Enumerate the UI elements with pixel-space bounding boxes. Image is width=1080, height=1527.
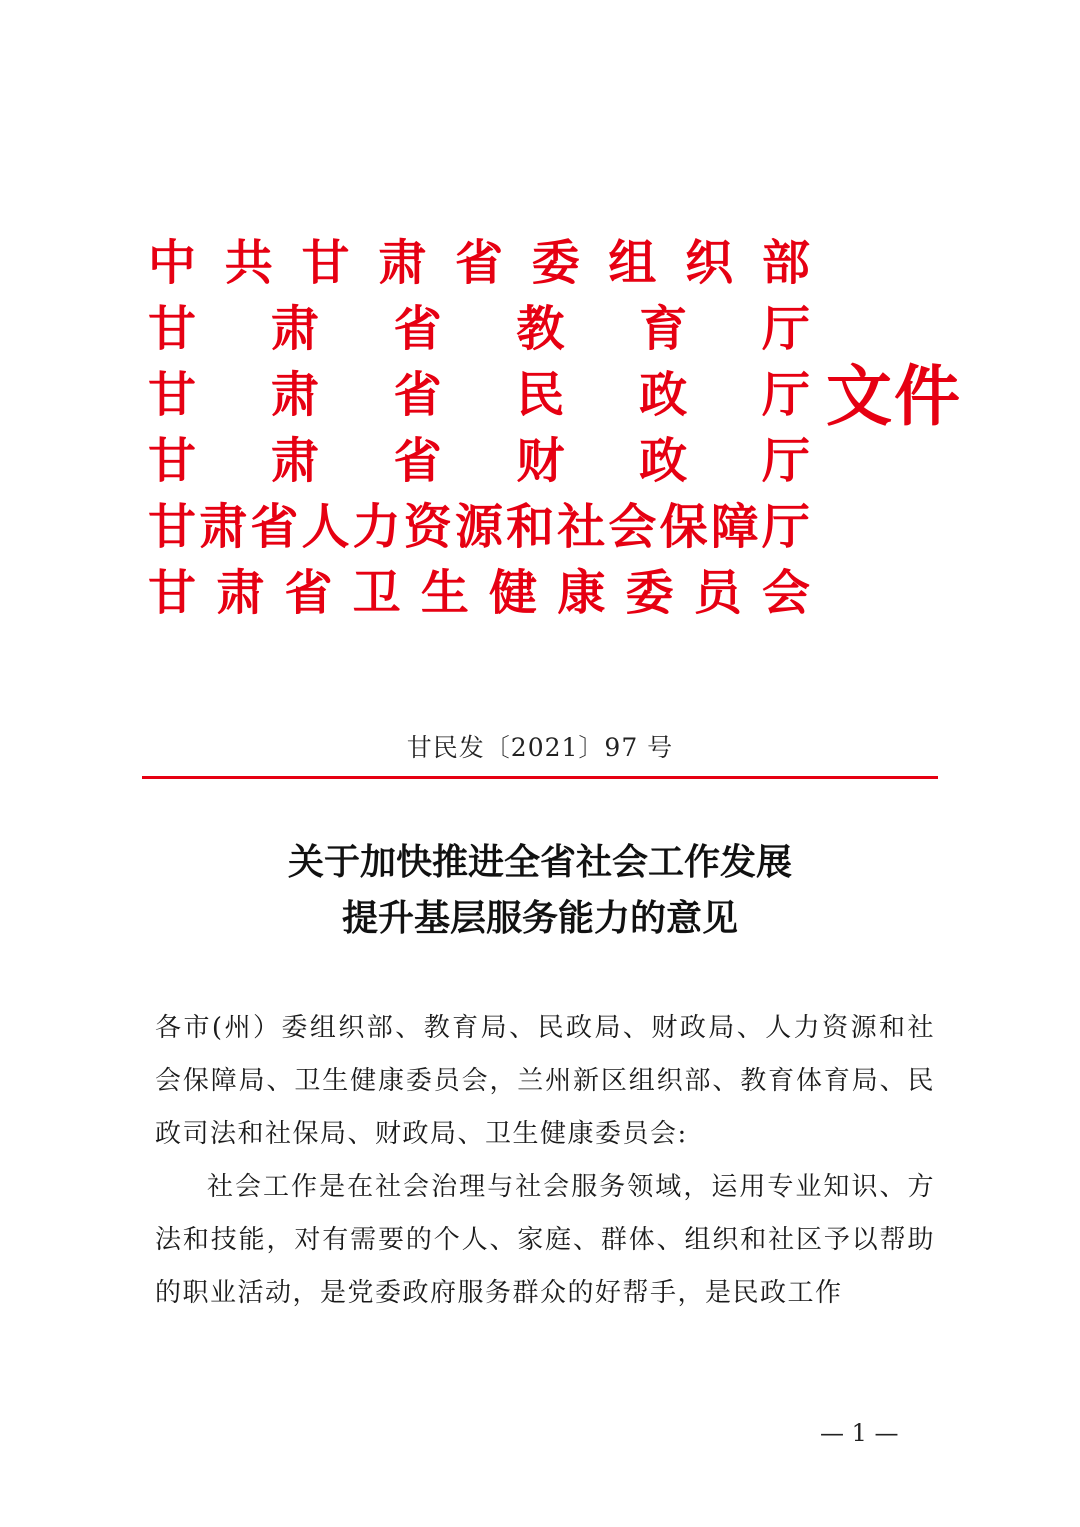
issuer-char: 生 — [420, 565, 469, 621]
issuer-char: 人 — [301, 499, 350, 555]
issuer-line-education-dept — [148, 296, 810, 362]
issuer-char: 甘 — [148, 565, 197, 621]
issuer-char: 源 — [454, 499, 503, 555]
body-paragraph: 社会工作是在社会治理与社会服务领域，运用专业知识、方法和技能，对有需要的个人、家庭、群体、组织和社区予以帮助的职业活动，是党委政府服务群众的好帮手，是民政工作 — [155, 1172, 935, 1308]
issuer-char: 中 — [148, 235, 197, 291]
issuer-char: 康 — [557, 565, 606, 621]
issuer-char: 肃 — [270, 367, 319, 423]
issuer-char: 民 — [516, 367, 565, 423]
issuer-char: 省 — [393, 301, 442, 357]
issuer-line-hr-social-security-dept — [148, 494, 810, 560]
issuer-char: 省 — [393, 367, 442, 423]
document-suffix: 文件 — [826, 357, 962, 435]
issuer-char: 力 — [352, 499, 401, 555]
issuer-char: 和 — [506, 499, 555, 555]
issuer-char: 甘 — [148, 433, 197, 489]
issuer-char: 卫 — [352, 565, 401, 621]
issuer-char: 障 — [710, 499, 759, 555]
issuer-char: 省 — [393, 433, 442, 489]
issuer-char: 组 — [608, 235, 657, 291]
issuer-line-health-commission — [148, 560, 810, 626]
issuer-char: 省 — [250, 499, 299, 555]
issuer-char: 健 — [489, 565, 538, 621]
issuer-char: 甘 — [148, 499, 197, 555]
title-line-2: 提升基层服务能力的意见 — [341, 897, 738, 939]
issuer-char: 委 — [625, 565, 674, 621]
issuer-char: 甘 — [301, 235, 350, 291]
issuer-line-civil-affairs-dept — [148, 362, 810, 428]
issuer-char: 厅 — [761, 367, 810, 423]
issuer-char: 肃 — [216, 565, 265, 621]
issuer-char: 政 — [639, 433, 688, 489]
issuer-char: 部 — [761, 235, 810, 291]
document-number: 甘民发〔2021〕97 号 — [406, 733, 674, 762]
issuer-char: 肃 — [199, 499, 248, 555]
issuer-char: 会 — [608, 499, 657, 555]
issuer-char: 肃 — [270, 433, 319, 489]
issuer-char: 政 — [639, 367, 688, 423]
issuer-char: 甘 — [148, 367, 197, 423]
issuer-char: 会 — [761, 565, 810, 621]
issuer-char: 肃 — [378, 235, 427, 291]
issuer-char: 员 — [693, 565, 742, 621]
issuer-char: 委 — [531, 235, 580, 291]
issuer-char: 厅 — [761, 301, 810, 357]
document-body — [155, 1002, 935, 1320]
issuer-line-organization-dept — [148, 230, 810, 296]
issuer-line-finance-dept — [148, 428, 810, 494]
issuer-char: 社 — [557, 499, 606, 555]
issuer-char: 共 — [224, 235, 273, 291]
issuer-char: 省 — [454, 235, 503, 291]
document-title — [0, 834, 1080, 946]
issuer-char: 教 — [516, 301, 565, 357]
issuer-char: 资 — [403, 499, 452, 555]
issuer-char: 省 — [284, 565, 333, 621]
issuer-char: 织 — [685, 235, 734, 291]
title-line-1: 关于加快推进全省社会工作发展 — [287, 841, 792, 883]
issuer-char: 财 — [516, 433, 565, 489]
issuer-char: 厅 — [761, 499, 810, 555]
issuer-char: 育 — [639, 301, 688, 357]
issuer-char: 厅 — [761, 433, 810, 489]
issuer-char: 甘 — [148, 301, 197, 357]
page-number: — 1 — — [820, 1419, 899, 1447]
issuer-char: 肃 — [270, 301, 319, 357]
issuer-char: 保 — [659, 499, 708, 555]
red-divider-line — [142, 776, 938, 779]
issuing-organizations — [148, 230, 810, 626]
recipients-paragraph: 各市(州）委组织部、教育局、民政局、财政局、人力资源和社会保障局、卫生健康委员会，兰州新区组织部、教育体育局、民政司法和社保局、财政局、卫生健康委员会: — [155, 1013, 935, 1149]
